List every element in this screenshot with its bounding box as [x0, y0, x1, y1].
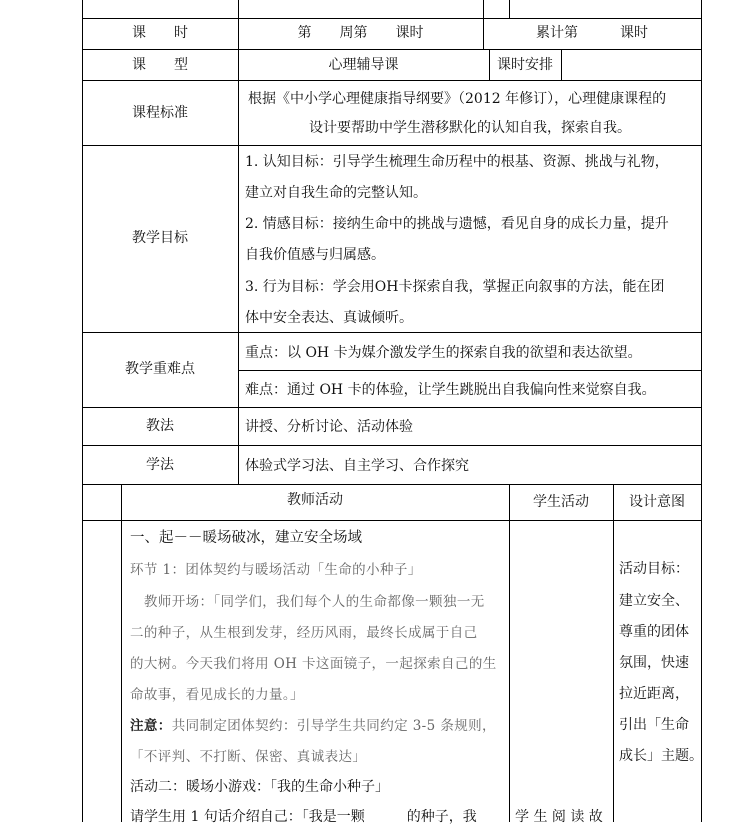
- teacher-line-10: 请学生用 1 句话介绍自己：「我是一颗 的种子，我: [130, 809, 477, 825]
- method-learn-value: 体验式学习法、自主学习、合作探究: [245, 458, 469, 474]
- teacher-heading: 一、起－－暖场破冰，建立安全场域: [130, 530, 362, 546]
- teacher-line-5: 的大树。今天我们将用 OH 卡这面镜子，一起探索自己的生: [130, 656, 497, 672]
- objective-line-6: 体中安全表达、真诚倾听。: [245, 310, 413, 326]
- method-learn-label: 学法: [146, 457, 174, 473]
- key-points-label: 教学重难点: [125, 361, 195, 377]
- class-time-label: 课 时: [132, 25, 188, 41]
- method-teach-label: 教法: [146, 418, 174, 434]
- rule-top: [82, 18, 702, 19]
- design-line-3: 尊重的团体: [619, 624, 689, 640]
- note-text: 共同制定团体契约：引导学生共同约定 3-5 条规则，: [171, 718, 496, 734]
- objective-line-4: 自我价值感与归属感。: [245, 247, 385, 263]
- standard-line-1: 根据《中小学心理健康指导纲要》（2012 年修订），心理健康课程的: [248, 91, 667, 107]
- standard-label: 课程标准: [132, 105, 188, 121]
- note-label: 注意：: [130, 718, 172, 734]
- rule-act-left: [121, 484, 122, 822]
- teacher-line-2: 环节 1：团体契约与暖场活动「生命的小种子」: [130, 562, 422, 578]
- objective-line-2: 建立对自我生命的完整认知。: [245, 185, 427, 201]
- rule-row8: [82, 484, 702, 485]
- objective-line-3: 2. 情感目标：接纳生命中的挑战与遗憾，看见自身的成长力量，提升: [245, 216, 669, 232]
- course-type-value: 心理辅导课: [328, 57, 399, 73]
- difficulty-text: 难点：通过 OH 卡的体验，让学生跳脱出自我偏向性来觉察自我。: [245, 382, 656, 398]
- course-type-label: 课 型: [132, 57, 188, 73]
- rule-r1-sep2: [509, 0, 510, 18]
- method-teach-value: 讲授、分析讨论、活动体验: [245, 419, 413, 435]
- design-line-1: 活动目标：: [619, 561, 689, 577]
- standard-line-2: 设计要帮助中学生潜移默化的认知自我，探索自我。: [309, 120, 631, 136]
- teacher-line-4: 二的种子，从生根到发芽，经历风雨，最终长成属于自己: [130, 625, 478, 641]
- header-design-intent: 设计意图: [629, 494, 685, 510]
- schedule-label: 课时安排: [497, 57, 553, 73]
- design-line-4: 氛围，快速: [619, 655, 689, 671]
- design-line-7: 成长」主题。: [619, 748, 703, 764]
- rule-row5-mid: [238, 370, 702, 371]
- student-activity-text: 学 生 阅 读 故: [515, 809, 603, 825]
- rule-act-right: [613, 484, 614, 822]
- class-time-cumulative: 累计第 课时: [536, 25, 648, 41]
- rule-row4: [82, 145, 702, 146]
- teacher-line-7: [130, 714, 496, 734]
- header-teacher-activity: 教师活动: [287, 492, 343, 508]
- header-student-activity: 学生活动: [533, 494, 589, 510]
- rule-act-mid: [509, 484, 510, 822]
- rule-row3: [82, 80, 702, 81]
- objective-line-1: 1. 认知目标：引导学生梳理生命历程中的根基、资源、挑战与礼物，: [245, 154, 669, 170]
- design-line-5: 拉近距离，: [619, 686, 689, 702]
- class-time-week: 第 周第 课时: [297, 25, 424, 41]
- rule-row7: [82, 445, 702, 446]
- design-line-2: 建立安全、: [619, 593, 689, 609]
- rule-row2: [82, 49, 702, 50]
- objectives-label: 教学目标: [132, 230, 188, 246]
- rule-r3-sep2: [561, 49, 562, 80]
- teacher-line-6: 命故事，看见成长的力量。」: [130, 687, 304, 703]
- rule-row5: [82, 332, 702, 333]
- teacher-line-8: 「不评判、不打断、保密、真诚表达」: [130, 749, 367, 765]
- design-line-6: 引出「生命: [619, 717, 689, 733]
- key-point-text: 重点：以 OH 卡为媒介激发学生的探索自我的欲望和表达欲望。: [245, 345, 642, 361]
- teacher-line-9: 活动二：暖场小游戏：「我的生命小种子」: [130, 779, 389, 795]
- rule-row9: [82, 520, 702, 521]
- rule-left: [82, 0, 83, 822]
- objective-line-5: 3. 行为目标：学会用OH卡探索自我，掌握正向叙事的方法，能在团: [245, 279, 665, 295]
- rule-row6: [82, 407, 702, 408]
- teacher-line-3: 教师开场：「同学们，我们每个人的生命都像一颗独一无: [130, 594, 485, 610]
